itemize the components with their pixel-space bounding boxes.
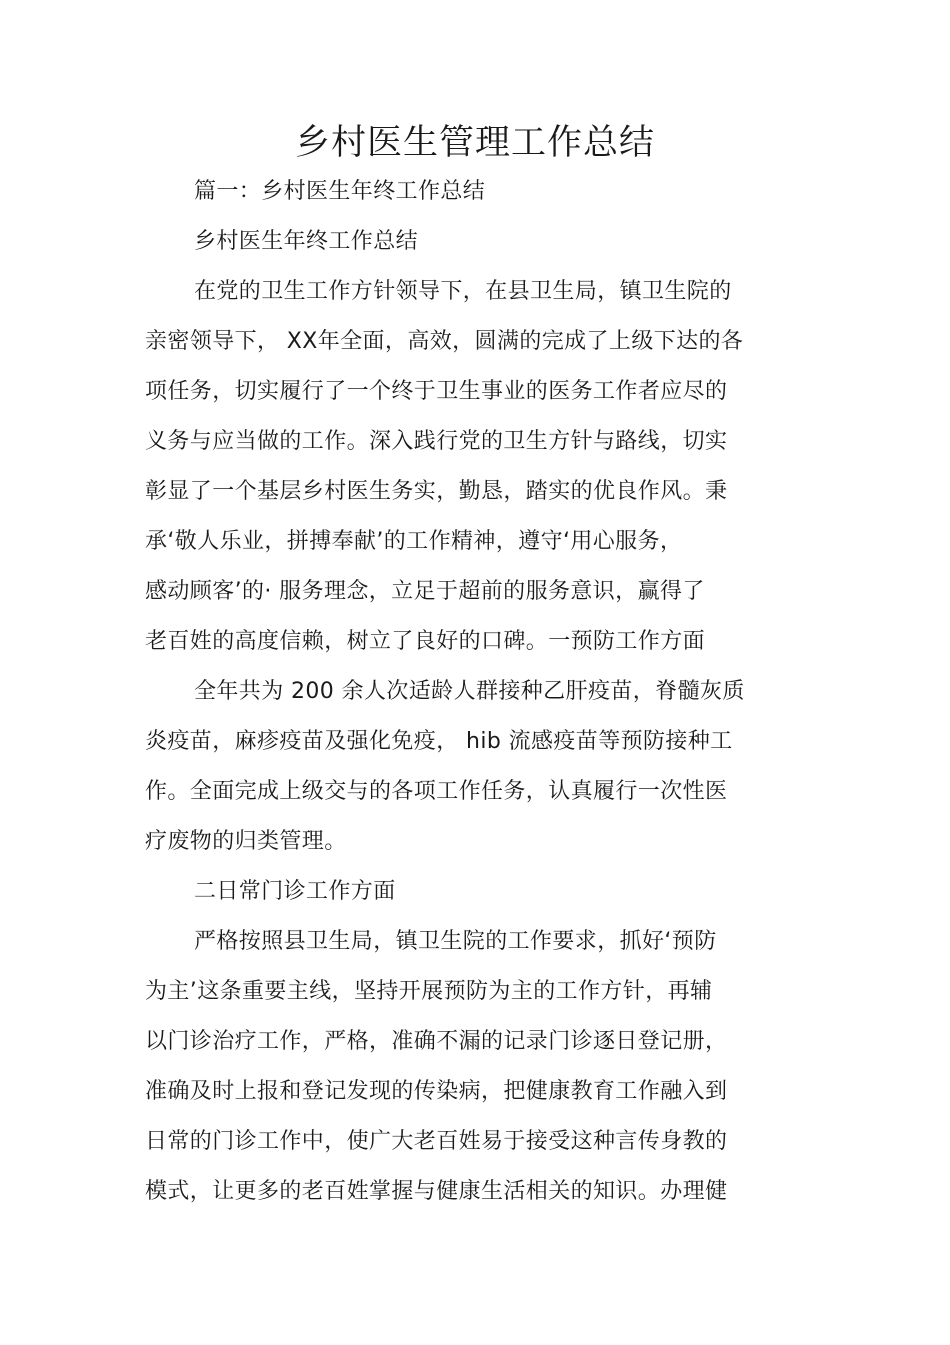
document-title: 乡村医生管理工作总结	[294, 123, 655, 163]
paragraph-line: 以门诊治疗工作，严格，准确不漏的记录门诊逐日登记册，	[145, 1029, 728, 1054]
paragraph-line: 为主’这条重要主线，坚持开展预防为主的工作方针，再辅	[145, 979, 713, 1004]
paragraph-line: 承‘敬人乐业，拼搏奉献’的工作精神，遵守‘用心服务，	[145, 529, 683, 554]
section-heading: 篇一：乡村医生年终工作总结	[194, 179, 486, 204]
paragraph-line: 义务与应当做的工作。深入践行党的卫生方针与路线，切实	[145, 429, 728, 454]
paragraph-line: 老百姓的高度信赖，树立了良好的口碑。一预防工作方面	[145, 629, 706, 654]
paragraph-line: 模式，让更多的老百姓掌握与健康生活相关的知识。办理健	[145, 1179, 728, 1204]
paragraph-line: 日常的门诊工作中，使广大老百姓易于接受这种言传身教的	[145, 1129, 728, 1154]
paragraph-line: 疗废物的归类管理。	[145, 829, 347, 854]
paragraph-line: 严格按照县卫生局，镇卫生院的工作要求，抓好‘预防	[194, 929, 717, 954]
paragraph-line: 作。全面完成上级交与的各项工作任务，认真履行一次性医	[145, 779, 728, 804]
subsection-heading: 乡村医生年终工作总结	[194, 229, 419, 254]
paragraph-line: 炎疫苗，麻疹疫苗及强化免疫， hib 流感疫苗等预防接种工	[145, 729, 733, 754]
paragraph-line: 全年共为 200 余人次适龄人群接种乙肝疫苗，脊髓灰质	[194, 679, 745, 704]
paragraph-line: 感动顾客’的· 服务理念，立足于超前的服务意识，赢得了	[145, 579, 705, 604]
paragraph-line: 亲密领导下， XX年全面，高效，圆满的完成了上级下达的各	[145, 329, 744, 354]
paragraph-line: 项任务，切实履行了一个终于卫生事业的医务工作者应尽的	[145, 379, 728, 404]
paragraph-line: 在党的卫生工作方针领导下，在县卫生局，镇卫生院的	[194, 279, 732, 304]
paragraph-line: 彰显了一个基层乡村医生务实，勤恳，踏实的优良作风。秉	[145, 479, 728, 504]
section-heading: 二日常门诊工作方面	[194, 879, 396, 904]
paragraph-line: 准确及时上报和登记发现的传染病，把健康教育工作融入到	[145, 1079, 728, 1104]
